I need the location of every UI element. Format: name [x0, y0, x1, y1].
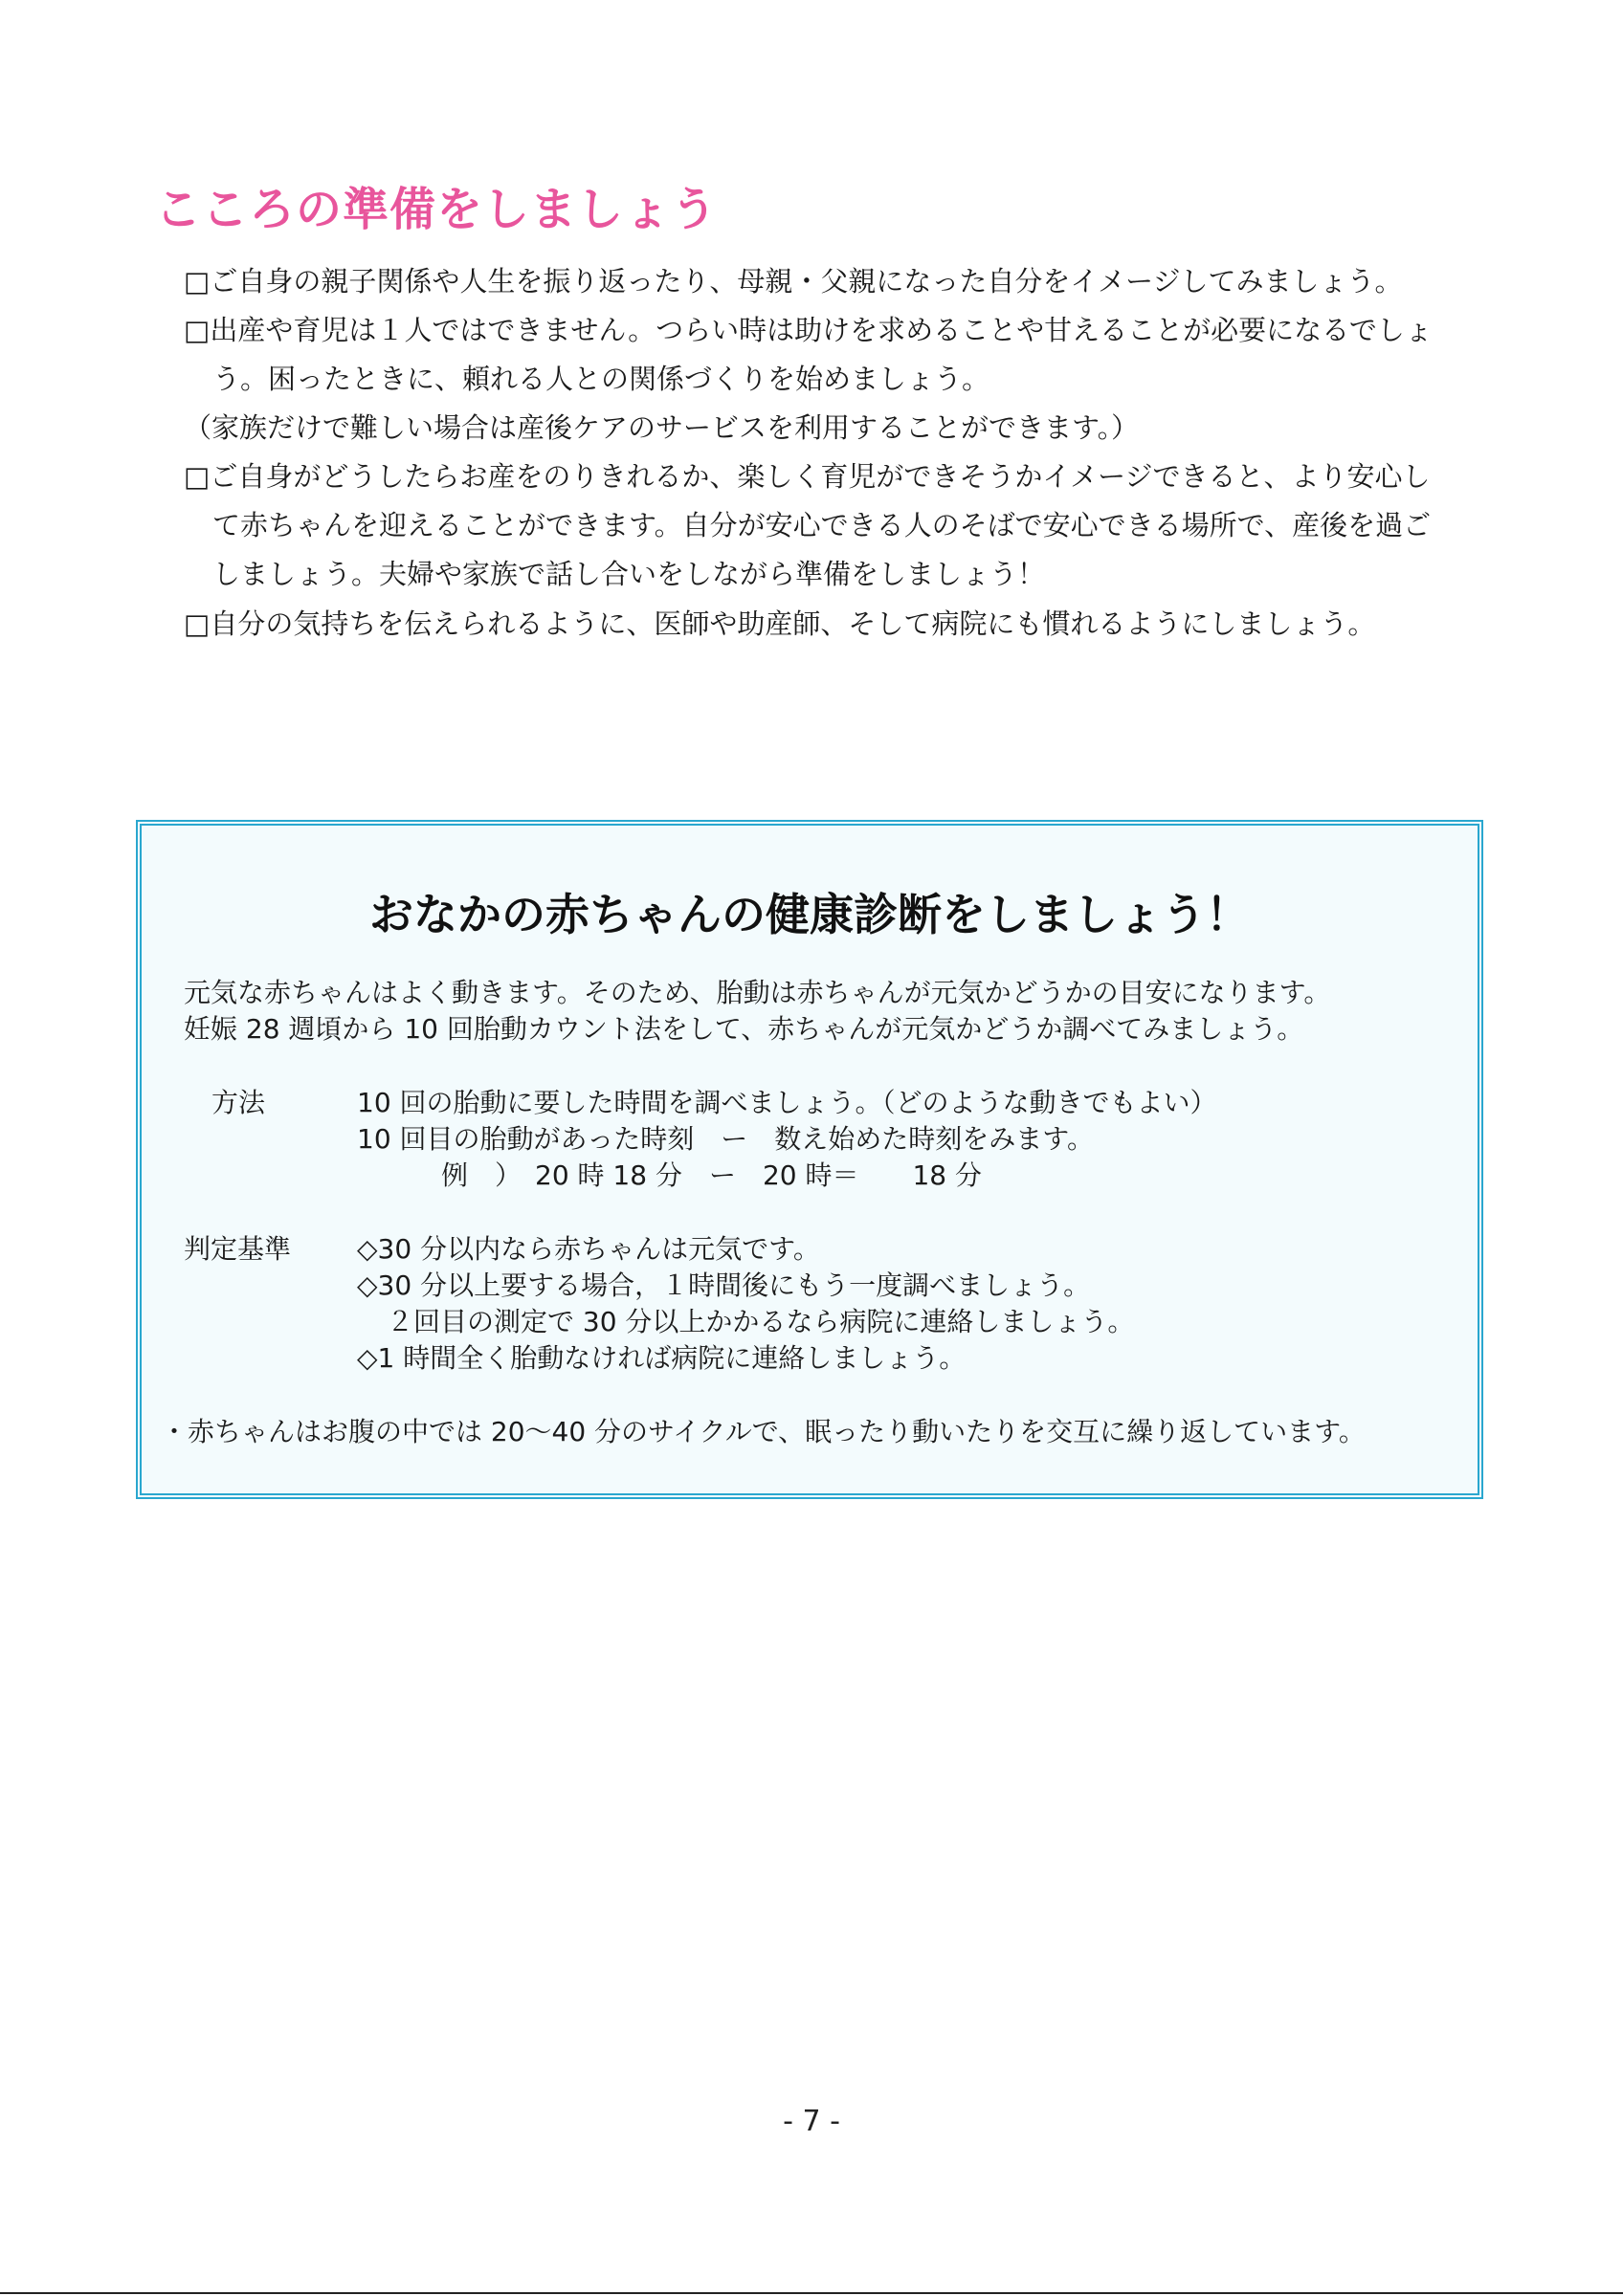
- method-line: 10 回の胎動に要した時間を調べましょう。（どのような動きでもよい）: [357, 1087, 1217, 1118]
- preparation-item-continued: う。困ったときに、頼れる人との関係づくりを始めましょう。: [212, 363, 990, 395]
- page-heading: こころの準備をしましょう: [155, 183, 719, 236]
- method-line: 10 回目の胎動があった時刻 ー 数え始めた時刻をみます。: [357, 1123, 1095, 1155]
- preparation-note: （家族だけで難しい場合は産後ケアのサービスを利用することができます。）: [184, 411, 1140, 444]
- criteria-line: ◇30 分以内なら赤ちゃんは元気です。: [357, 1233, 820, 1265]
- criteria-line: ２回目の測定で 30 分以上かかるなら病院に連絡しましょう。: [387, 1306, 1135, 1337]
- criteria-label: 判定基準: [184, 1233, 292, 1265]
- criteria-line: ◇30 分以上要する場合，１時間後にもう一度調べましょう。: [357, 1269, 1091, 1301]
- criteria-line: ◇1 時間全く胎動なければ病院に連絡しましょう。: [357, 1342, 967, 1374]
- preparation-item: □ご自身の親子関係や人生を振り返ったり、母親・父親になった自分をイメージしてみましょう。: [184, 265, 1403, 298]
- preparation-item: □出産や育児は１人ではできません。つらい時は助けを求めることや甘えることが必要になるでしょ: [184, 314, 1433, 346]
- preparation-item: □ご自身がどうしたらお産をのりきれるか、楽しく育児ができそうかイメージできると、より安心し: [184, 460, 1431, 493]
- box-title: おなかの赤ちゃんの健康診断をしましょう！: [369, 889, 1250, 940]
- box-note: ・赤ちゃんはお腹の中では 20～40 分のサイクルで、眠ったり動いたりを交互に繰り返しています。: [161, 1416, 1366, 1447]
- box-intro-line: 元気な赤ちゃんはよく動きます。そのため、胎動は赤ちゃんが元気かどうかの目安になります。: [184, 977, 1331, 1008]
- bottom-rule: [0, 2292, 1623, 2294]
- preparation-item-continued: て赤ちゃんを迎えることができます。自分が安心できる人のそばで安心できる場所で、産後を過ご: [212, 509, 1432, 541]
- method-label: 方法: [211, 1087, 266, 1118]
- preparation-item-continued: しましょう。夫婦や家族で話し合いをしながら準備をしましょう！: [212, 558, 1046, 590]
- page-number: - 7 -: [783, 2105, 840, 2138]
- fetal-health-check-box: [136, 820, 1483, 1499]
- method-example: 例 ） 20 時 18 分 ー 20 時＝ 18 分: [441, 1159, 983, 1191]
- preparation-item: □自分の気持ちを伝えられるように、医師や助産師、そして病院にも慣れるようにしましょう。: [184, 607, 1376, 640]
- box-intro-line: 妊娠 28 週頃から 10 回胎動カウント法をして、赤ちゃんが元気かどうか調べてみましょう。: [184, 1013, 1304, 1045]
